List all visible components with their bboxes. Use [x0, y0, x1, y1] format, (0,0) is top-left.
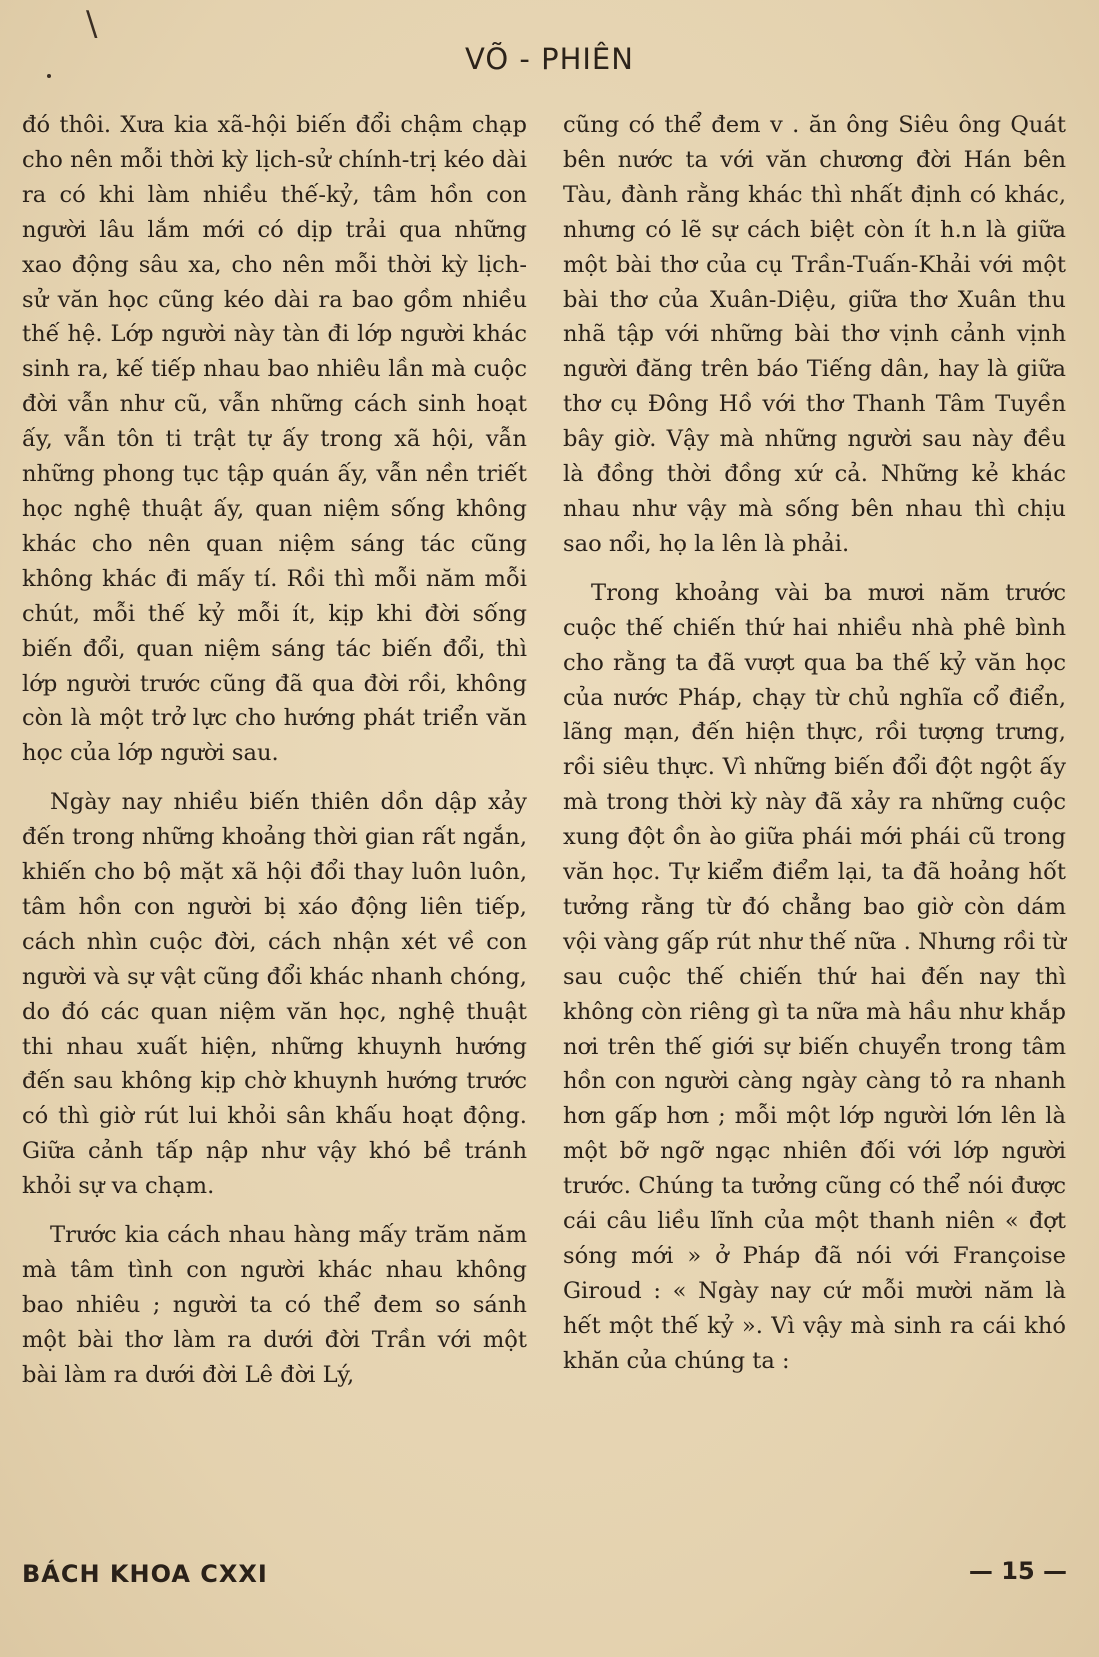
page-number: — 15 — [968, 1557, 1067, 1585]
ink-mark: \ [86, 4, 98, 44]
right-column [563, 108, 1066, 1379]
paragraph: đó thôi. Xưa kia xã-hội biến đổi chậm chạp cho nên mỗi thời kỳ lịch-sử chính-trị kéo dài ra có khi làm nhiều thế-kỷ, tâm hồn con người lâu lắm mới có dịp trải qua những xao động sâu xa, cho nên mỗi thời kỳ lịch-sử văn học cũng kéo dài ra bao gồm nhiều thế hệ. Lớp người này tàn đi lớp người khác sinh ra, kế tiếp nhau bao nhiêu lần mà cuộc đời vẫn như cũ, vẫn những cách sinh hoạt ấy, vẫn tôn ti trật tự ấy trong xã hội, vẫn những phong tục tập quán ấy, vẫn nền triết học nghệ thuật ấy, quan niệm sống không khác cho nên quan niệm sáng tác cũng không khác đi mấy tí. Rồi thì mỗi năm mỗi chút, mỗi thế kỷ mỗi ít, kịp khi đời sống biến đổi, quan niệm sáng tác biến đổi, thì lớp người trước cũng đã qua đời rồi, không còn là một trở lực cho hướng phát triển văn học của lớp người sau. [22, 112, 527, 767]
paragraph: cũng có thể đem v . ăn ông Siêu ông Quát bên nước ta với văn chương đời Hán bên Tàu, đành rằng khác thì nhất định có khác, nhưng có lẽ sự cách biệt còn ít h.n là giữa một bài thơ của cụ Trần-Tuấn-Khải với một bài thơ của Xuân-Diệu, giữa thơ Xuân thu nhã tập với những bài thơ vịnh cảnh vịnh người đăng trên báo Tiếng dân, hay là giữa thơ cụ Đông Hồ với thơ Thanh Tâm Tuyền bây giờ. Vậy mà những người sau này đều là đồng thời đồng xứ cả. Những kẻ khác nhau như vậy mà sống bên nhau thì chịu sao nổi, họ la lên là phải. [563, 112, 1066, 557]
paragraph: Trong khoảng vài ba mươi năm trước cuộc thế chiến thứ hai nhiều nhà phê bình cho rằng ta đã vượt qua ba thế kỷ văn học của nước Pháp, chạy từ chủ nghĩa cổ điển, lãng mạn, đến hiện thực, rồi tượng trưng, rồi siêu thực. Vì những biến đổi đột ngột ấy mà trong thời kỳ này đã xảy ra những cuộc xung đột ồn ào giữa phái mới phái cũ trong văn học. Tự kiểm điểm lại, ta đã hoảng hốt tưởng rằng từ đó chẳng bao giờ còn dám vội vàng gấp rút như thế nữa . Nhưng rồi từ sau cuộc thế chiến thứ hai đến nay thì không còn riêng gì ta nữa mà hầu như khắp nơi trên thế giới sự biến chuyển trong tâm hồn con người càng ngày càng tỏ ra nhanh hơn gấp hơn ; mỗi một lớp người lớn lên là một bỡ ngỡ ngạc nhiên đối với lớp người trước. Chúng ta tưởng cũng có thể nói được cái câu liều lĩnh của một thanh niên « đợt sóng mới » ở Pháp đã nói với Françoise Giroud : « Ngày nay cứ mỗi mười năm là hết một thế kỷ ». Vì vậy mà sinh ra cái khó khăn của chúng ta : [563, 579, 1066, 1374]
paragraph: Trước kia cách nhau hàng mấy trăm năm mà tâm tình con người khác nhau không bao nhiêu ; người ta có thể đem so sánh một bài thơ làm ra dưới đời Trần với một bài làm ra dưới đời Lê đời Lý, [22, 1222, 527, 1388]
paragraph: Ngày nay nhiều biến thiên dồn dập xảy đến trong những khoảng thời gian rất ngắn, khiến cho bộ mặt xã hội đổi thay luôn luôn, tâm hồn con người bị xáo động liên tiếp, cách nhìn cuộc đời, cách nhận xét về con người và sự vật cũng đổi khác nhanh chóng, do đó các quan niệm văn học, nghệ thuật thi nhau xuất hiện, những khuynh hướng đến sau không kịp chờ khuynh hướng trước có thì giờ rút lui khỏi sân khấu hoạt động. Giữa cảnh tấp nập như vậy khó bề tránh khỏi sự va chạm. [22, 789, 527, 1200]
running-head: VÕ - PHIÊN [465, 42, 634, 76]
magazine-footer: BÁCH KHOA CXXI [22, 1560, 268, 1588]
left-column [22, 108, 527, 1393]
